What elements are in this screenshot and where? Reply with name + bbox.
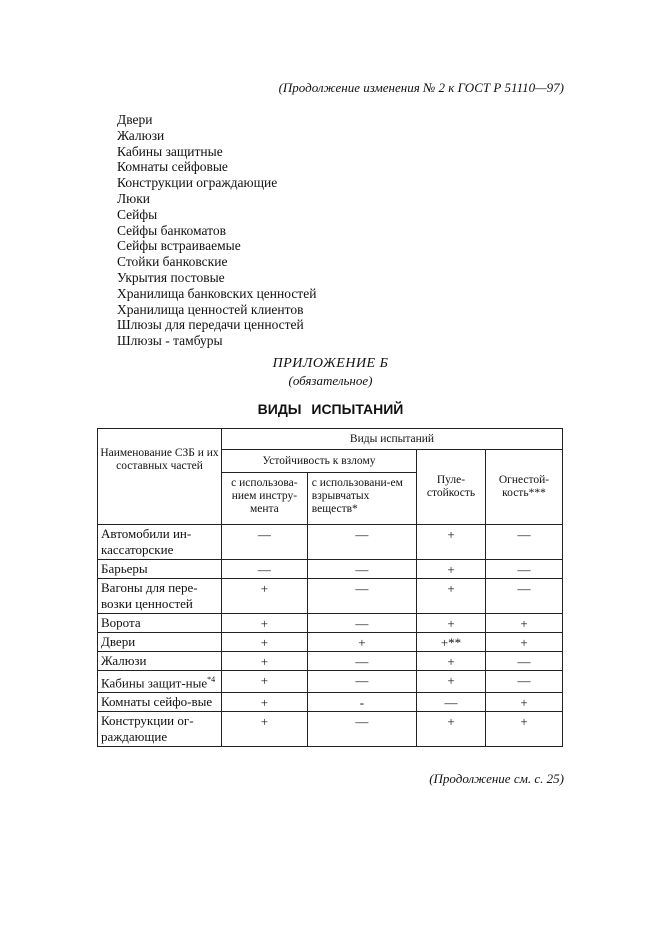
cell-fire: + [486, 633, 563, 652]
list-item: Сейфы встраиваемые [117, 238, 241, 254]
cell-fire: — [486, 579, 563, 614]
table-row [98, 712, 563, 747]
cell-fire: — [486, 671, 563, 693]
header-fire-resistance: Огнестой-кость*** [486, 450, 563, 525]
cell-bullet: + [417, 614, 486, 633]
list-item: Укрытия постовые [117, 269, 225, 285]
table-row [98, 671, 563, 693]
row-name: Двери [98, 633, 222, 652]
row-name: Вагоны для пере-возки ценностей [98, 579, 222, 614]
cell-bullet: + [417, 652, 486, 671]
cell-tools: — [222, 560, 308, 579]
tests-table [97, 428, 563, 747]
appendix-title: ПРИЛОЖЕНИЕ Б [272, 356, 389, 371]
cell-fire: — [486, 560, 563, 579]
cell-explosives: — [307, 579, 416, 614]
header-break-resistance: Устойчивость к взлому [222, 450, 417, 473]
cell-bullet: + [417, 579, 486, 614]
cell-bullet: + [417, 560, 486, 579]
cell-fire: + [486, 693, 563, 712]
cell-bullet: +** [417, 633, 486, 652]
continuation-header: (Продолжение изменения № 2 к ГОСТ Р 51110—97) [278, 80, 564, 95]
cell-explosives: — [307, 560, 416, 579]
row-name: Жалюзи [98, 652, 222, 671]
cell-bullet: — [417, 693, 486, 712]
header-with-tools: с использова-нием инстру-мента [222, 473, 308, 525]
cell-explosives: - [307, 693, 416, 712]
list-item: Стойки банковские [117, 254, 228, 270]
cell-tools: + [222, 693, 308, 712]
list-item: Сейфы банкоматов [117, 222, 226, 238]
cell-tools: + [222, 579, 308, 614]
cell-tools: + [222, 614, 308, 633]
cell-explosives: — [307, 712, 416, 747]
row-name-text: Кабины защит-ные [101, 675, 208, 691]
list-item: Жалюзи [117, 127, 165, 143]
cell-bullet: + [417, 525, 486, 560]
list-item: Шлюзы для передачи ценностей [117, 317, 304, 333]
appendix-subtitle: (обязательное) [288, 373, 373, 388]
cell-tools: — [222, 525, 308, 560]
cell-bullet: + [417, 671, 486, 693]
cell-tools: + [222, 652, 308, 671]
cell-tools: + [222, 633, 308, 652]
row-name: Ворота [98, 614, 222, 633]
list-item: Шлюзы - тамбуры [117, 333, 223, 349]
cell-bullet: + [417, 712, 486, 747]
cell-fire: + [486, 614, 563, 633]
row-name: Автомобили ин-кассаторские [98, 525, 222, 560]
cell-explosives: — [307, 525, 416, 560]
list-item: Конструкции ограждающие [117, 175, 278, 191]
row-name [98, 671, 222, 693]
table-row [98, 579, 563, 614]
header-with-explosives: с использовани-ем взрывчатых веществ* [307, 473, 416, 525]
cell-tools: + [222, 712, 308, 747]
product-list [117, 112, 316, 349]
table-row [98, 693, 563, 712]
cell-explosives: — [307, 671, 416, 693]
header-name: Наименование СЗБ и их составных частей [98, 429, 222, 525]
cell-fire: + [486, 712, 563, 747]
list-item: Люки [117, 190, 151, 206]
header-test-types: Виды испытаний [222, 429, 563, 450]
list-item: Хранилища банковских ценностей [117, 285, 317, 301]
cell-explosives: + [307, 633, 416, 652]
table-row [98, 652, 563, 671]
cell-fire: — [486, 525, 563, 560]
cell-fire: — [486, 652, 563, 671]
list-item: Кабины защитные [117, 143, 223, 159]
table-row [98, 560, 563, 579]
list-item: Комнаты сейфовые [117, 159, 228, 175]
row-name: Комнаты сейфо-вые [98, 693, 222, 712]
row-name: Конструкции ог-раждающие [98, 712, 222, 747]
table-row [98, 633, 563, 652]
cell-explosives: — [307, 652, 416, 671]
table-row [98, 614, 563, 633]
footnote-mark: *4 [207, 675, 216, 684]
header-bullet-resistance: Пуле-стойкость [417, 450, 486, 525]
cell-tools: + [222, 671, 308, 693]
table-title: ВИДЫ ИСПЫТАНИЙ [257, 401, 404, 417]
table-row [98, 525, 563, 560]
continuation-footer: (Продолжение см. с. 25) [429, 771, 564, 786]
cell-explosives: — [307, 614, 416, 633]
list-item: Сейфы [117, 206, 158, 222]
list-item: Двери [117, 112, 153, 127]
row-name: Барьеры [98, 560, 222, 579]
list-item: Хранилища ценностей клиентов [117, 301, 304, 317]
